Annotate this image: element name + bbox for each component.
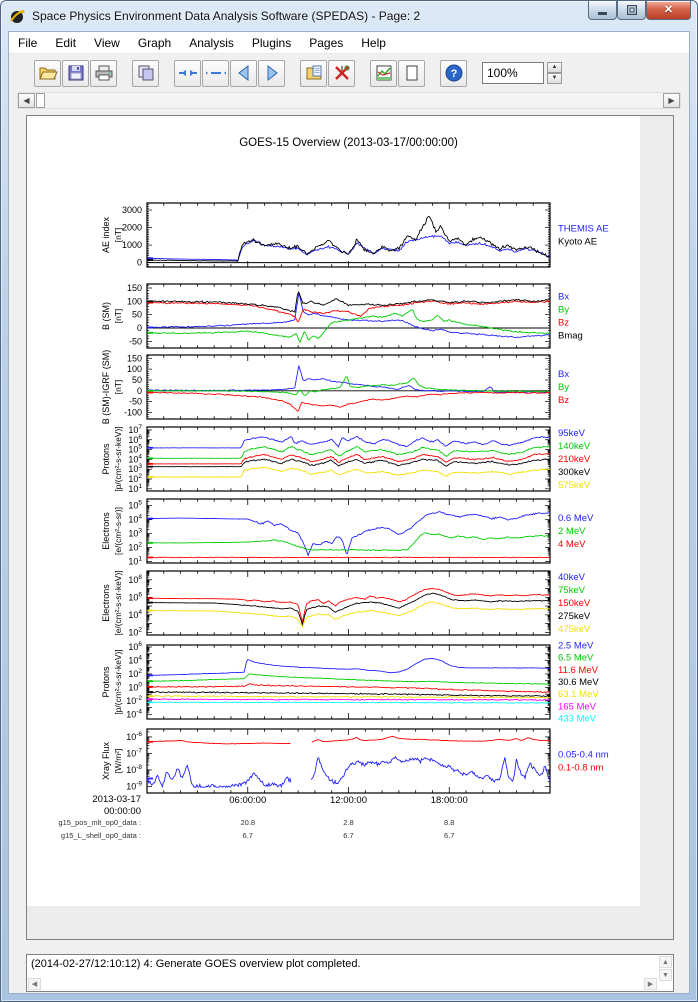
svg-text:2013-03-17: 2013-03-17	[92, 794, 141, 805]
series-protons-mev-pr165mev	[147, 699, 550, 701]
export-image-button[interactable]	[370, 60, 397, 87]
svg-text:1000: 1000	[121, 240, 142, 251]
panel-electrons-kev	[147, 571, 550, 635]
series-b-sm-bz	[147, 301, 550, 322]
legend-protons-mev-433-mev: 433 MeV	[558, 713, 597, 725]
svg-text:0: 0	[136, 323, 142, 333]
zoom-increase-button[interactable]: ▲	[547, 62, 562, 73]
status-scroll-down[interactable]: ▼	[659, 969, 672, 981]
legend-b-sm-igrf-bx: Bx	[558, 369, 570, 380]
legend-protons-mev-165-mev: 165 MeV	[558, 701, 597, 713]
svg-text:10-9: $10^{-9}$	[126, 780, 142, 792]
menu-item-file[interactable]: File	[18, 35, 38, 50]
svg-text:Electrons: Electrons	[101, 512, 111, 550]
legend-protons-mev-30.6-mev: 30.6 MeV	[558, 677, 599, 688]
svg-text:B (SM): B (SM)	[101, 302, 111, 330]
series-protons-mev-pr433mev	[147, 702, 550, 704]
svg-text:101: $10^1$	[128, 555, 142, 567]
svg-text:10-4: $10^{-4}$	[126, 708, 142, 720]
panel-protons-kev	[147, 427, 550, 491]
svg-text:[p/(cm²-s-sr-keV)]: [p/(cm²-s-sr-keV)]	[113, 649, 123, 715]
status-scroll-right[interactable]: ▶	[644, 978, 657, 990]
page-previous-button[interactable]	[230, 60, 257, 87]
legend-b-sm-by: By	[558, 304, 570, 316]
svg-text:[e/(cm²-s-sr)]: [e/(cm²-s-sr)]	[113, 507, 123, 555]
expand-width-button[interactable]	[202, 60, 229, 87]
svg-text:10-2: $10^{-2}$	[126, 694, 142, 706]
menu-item-plugins[interactable]: Plugins	[251, 35, 292, 50]
printer-icon	[94, 63, 114, 83]
previous-arrow-icon	[234, 63, 254, 83]
svg-text:2000: 2000	[121, 222, 142, 233]
svg-text:6.7: 6.7	[242, 831, 253, 840]
top-scrollbar[interactable]	[17, 92, 681, 109]
menubar	[9, 32, 689, 54]
svg-text:B (SM)-IGRF (SM): B (SM)-IGRF (SM)	[101, 349, 111, 425]
svg-text:150: 150	[126, 283, 142, 293]
svg-text:20.8: 20.8	[240, 818, 256, 827]
legend-xray-flux-0.05-0.4-nm: 0.05-0.4 nm	[558, 749, 609, 761]
minimize-button[interactable]	[588, 1, 617, 20]
legend-b-sm-igrf-bz: Bz	[558, 395, 570, 406]
legend-b-sm-bz: Bz	[558, 317, 570, 329]
legend-protons-kev-140kev: 140keV	[558, 441, 591, 452]
legend-protons-mev-11.6-mev: 11.6 MeV	[558, 664, 598, 676]
svg-text:100: 100	[126, 296, 142, 307]
panel-b-sm-igrf	[147, 355, 550, 419]
menu-item-analysis[interactable]: Analysis	[189, 35, 234, 50]
series-protons-kev-p575kev	[147, 467, 550, 477]
window-title: Space Physics Environment Data Analysis Software (SPEDAS) - Page: 2	[32, 9, 421, 23]
svg-text:50: 50	[131, 374, 142, 385]
print-button[interactable]	[90, 60, 117, 87]
svg-text:Protons: Protons	[101, 443, 111, 475]
series-protons-mev-pr2.5mev	[147, 658, 550, 675]
series-b-sm-bx	[147, 293, 550, 338]
goes-overview-plot	[27, 116, 640, 906]
svg-text:0: 0	[136, 257, 142, 268]
tools-icon	[332, 63, 352, 83]
svg-text:AE index: AE index	[101, 216, 111, 254]
app-icon	[9, 8, 26, 25]
svg-text:[nT]: [nT]	[113, 308, 123, 324]
scroll-right-arrow[interactable]: ▶	[663, 93, 680, 108]
series-protons-kev-p300kev	[147, 459, 550, 467]
scroll-thumb[interactable]	[36, 93, 45, 108]
svg-text:106: $10^6$	[128, 591, 142, 603]
svg-text:00:00:00: 00:00:00	[104, 806, 141, 817]
zoom-level-input[interactable]	[482, 62, 544, 84]
status-scroll-up[interactable]: ▲	[659, 956, 672, 968]
series-ae-index-themis-ae	[147, 236, 550, 262]
svg-text:[W/m²]: [W/m²]	[113, 748, 123, 774]
legend-protons-mev-63.1-mev: 63.1 MeV	[558, 689, 599, 701]
svg-text:-100: -100	[123, 407, 142, 418]
series-xray-flux-xray-short	[147, 757, 550, 788]
svg-text:3000: 3000	[121, 205, 142, 216]
legend-ae-index-kyoto-ae: Kyoto AE	[558, 236, 598, 248]
svg-text:104: $10^4$	[128, 608, 142, 620]
svg-text:100: $10^0$	[128, 681, 142, 693]
svg-text:105: $10^5$	[128, 443, 142, 455]
svg-text:[nT]: [nT]	[113, 227, 123, 243]
svg-text:50: 50	[131, 309, 142, 320]
legend-electrons-kev-275kev: 275keV	[558, 611, 591, 622]
legend-b-sm-bx: Bx	[558, 291, 570, 303]
blank-page-icon	[402, 63, 422, 83]
svg-text:107: $10^7$	[128, 423, 142, 435]
legend-electrons-mev-2-mev: 2 MeV	[558, 526, 586, 537]
svg-text:103: $10^3$	[128, 463, 142, 475]
panel-protons-mev	[147, 645, 550, 719]
svg-text:102: $10^2$	[128, 473, 142, 485]
open-button[interactable]	[34, 60, 61, 87]
zoom-spinner	[547, 62, 562, 84]
menu-item-edit[interactable]: Edit	[55, 35, 77, 50]
series-b-sm-igrf-bz	[147, 392, 550, 411]
svg-text:g15_L_shell_op0_data :: g15_L_shell_op0_data :	[60, 831, 141, 840]
zoom-decrease-button[interactable]: ▼	[547, 73, 562, 84]
panel-b-sm	[147, 284, 550, 348]
panel-ae-index	[147, 203, 550, 267]
legend-electrons-mev-4-mev: 4 MeV	[558, 539, 586, 550]
legend-electrons-kev-40kev: 40keV	[558, 572, 585, 583]
menu-item-view[interactable]: View	[94, 35, 120, 50]
svg-text:6.7: 6.7	[343, 831, 354, 840]
menu-item-help[interactable]: Help	[361, 35, 386, 50]
series-electrons-kev-e275kev	[147, 593, 550, 624]
legend-electrons-kev-475kev: 475keV	[558, 624, 591, 635]
svg-text:[nT]: [nT]	[113, 379, 123, 395]
svg-text:12:00:00: 12:00:00	[330, 795, 367, 806]
svg-text:g15_pos_mlt_op0_data :: g15_pos_mlt_op0_data :	[58, 818, 141, 827]
legend-protons-kev-210kev: 210keV	[558, 454, 591, 465]
svg-text:8.8: 8.8	[444, 818, 455, 827]
page-next-button[interactable]	[258, 60, 285, 87]
legend-electrons-kev-150kev: 150keV	[558, 598, 591, 609]
svg-text:10-7: $10^{-7}$	[126, 747, 142, 759]
legend-b-sm-bmag: Bmag	[558, 330, 583, 342]
help-button[interactable]	[440, 60, 467, 87]
next-arrow-icon	[262, 63, 282, 83]
svg-text:18:00:00: 18:00:00	[430, 795, 468, 806]
svg-text:06:00:00: 06:00:00	[229, 795, 267, 806]
svg-text:106: $10^6$	[128, 641, 142, 653]
save-floppy-icon	[66, 63, 86, 83]
series-ae-index-kyoto-ae	[147, 216, 550, 261]
svg-text:104: $10^4$	[128, 654, 142, 666]
configuration-button[interactable]	[328, 60, 355, 87]
legend-protons-kev-300kev: 300keV	[558, 467, 591, 478]
help-icon	[444, 63, 464, 83]
svg-text:102: $10^2$	[128, 541, 142, 553]
svg-text:104: $10^4$	[128, 453, 142, 465]
svg-text:Protons: Protons	[101, 666, 111, 698]
svg-text:?: ?	[450, 68, 457, 80]
panel-electrons-mev	[147, 499, 550, 563]
plot-page	[27, 116, 640, 906]
svg-text:103: $10^3$	[128, 527, 142, 539]
open-folder-icon	[38, 63, 58, 83]
svg-text:108: $10^8$	[128, 573, 142, 585]
svg-text:-50: -50	[128, 396, 142, 407]
svg-text:10-8: $10^{-8}$	[126, 763, 142, 775]
svg-text:6.7: 6.7	[444, 831, 455, 840]
legend-electrons-mev-0.6-mev: 0.6 MeV	[558, 513, 594, 524]
svg-text:0: 0	[136, 385, 142, 396]
scroll-left-arrow[interactable]: ◀	[18, 93, 35, 108]
series-electrons-kev-e475kev	[147, 602, 550, 627]
status-log[interactable]	[26, 954, 674, 992]
toolbar	[9, 54, 689, 92]
svg-text:104: $10^4$	[128, 513, 142, 525]
svg-text:10-6: $10^{-6}$	[126, 730, 142, 742]
maximize-button[interactable]	[617, 1, 646, 20]
series-electrons-kev-e150kev	[147, 588, 550, 622]
data-folder-icon	[304, 63, 324, 83]
legend-protons-kev-95kev: 95keV	[558, 428, 585, 439]
svg-text:102: $10^2$	[128, 626, 142, 638]
menu-item-graph[interactable]: Graph	[137, 35, 172, 50]
titlebar[interactable]	[1, 1, 697, 31]
fit-width-button[interactable]	[174, 60, 201, 87]
close-icon: ✕	[663, 3, 674, 16]
legend-xray-flux-0.1-0.8-nm: 0.1-0.8 nm	[558, 762, 604, 774]
copy-button[interactable]	[132, 60, 159, 87]
svg-text:[p/(cm²-s-sr-keV)]: [p/(cm²-s-sr-keV)]	[113, 426, 123, 492]
save-button[interactable]	[62, 60, 89, 87]
series-b-sm-bmag	[147, 292, 550, 312]
svg-text:[e/(cm²-s-sr-keV)]: [e/(cm²-s-sr-keV)]	[113, 570, 123, 636]
svg-text:150: 150	[126, 353, 142, 364]
series-protons-mev-pr6.5mev	[147, 674, 550, 684]
client-area	[8, 31, 690, 994]
image-chart-icon	[374, 63, 394, 83]
series-xray-flux-xray-long	[147, 736, 550, 744]
legend-electrons-kev-75kev: 75keV	[558, 585, 585, 596]
svg-text:2.8: 2.8	[343, 818, 354, 827]
menu-item-pages[interactable]: Pages	[309, 35, 344, 50]
svg-text:GOES-15 Overview (2013-03-17/0: GOES-15 Overview (2013-03-17/00:00:00)	[239, 137, 458, 149]
caption-buttons	[588, 1, 691, 20]
arrows-outward-icon	[206, 63, 226, 83]
new-page-button[interactable]	[398, 60, 425, 87]
svg-text:Electrons: Electrons	[101, 584, 111, 622]
svg-text:100: 100	[126, 364, 142, 375]
status-scroll-left[interactable]: ◀	[28, 978, 41, 990]
legend-b-sm-igrf-by: By	[558, 382, 570, 393]
series-b-sm-igrf-bx	[147, 366, 550, 393]
copy-icon	[136, 63, 156, 83]
legend-protons-mev-2.5-mev: 2.5 MeV	[558, 640, 594, 652]
legend-ae-index-themis-ae: THEMIS AE	[558, 223, 609, 235]
svg-text:105: $10^5$	[128, 499, 142, 511]
svg-text:101: $10^1$	[128, 482, 142, 494]
status-message: (2014-02-27/12:10:12) 4: Generate GOES overview plot completed.	[31, 958, 361, 970]
close-button[interactable]	[646, 1, 691, 20]
arrows-inward-icon	[178, 63, 198, 83]
svg-text:106: $10^6$	[128, 433, 142, 445]
svg-text:Xray Flux: Xray Flux	[101, 741, 111, 781]
svg-text:102: $10^2$	[128, 667, 142, 679]
legend-protons-mev-6.5-mev: 6.5 MeV	[558, 652, 594, 664]
series-protons-mev-pr11.6mev	[147, 684, 550, 693]
legend-protons-kev-575kev: 575keV	[558, 480, 591, 491]
load-data-button[interactable]	[300, 60, 327, 87]
page-container	[26, 115, 674, 940]
svg-text:-50: -50	[128, 336, 142, 347]
series-electrons-mev-e4mev	[147, 557, 550, 558]
series-electrons-mev-e0.6mev	[147, 512, 550, 556]
panel-xray-flux	[147, 729, 550, 793]
series-protons-kev-p95kev	[147, 437, 550, 448]
